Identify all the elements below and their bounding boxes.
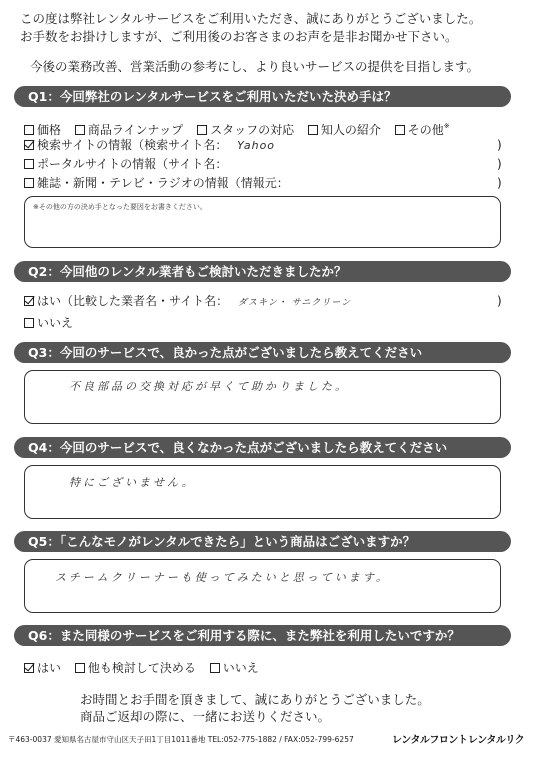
checkbox[interactable] xyxy=(197,125,207,135)
checkbox[interactable] xyxy=(24,125,34,135)
q1-option-search[interactable]: 検索サイトの情報（検索サイト名： Yahoo xyxy=(24,138,275,153)
checkbox[interactable] xyxy=(24,178,34,188)
company-address: 〒463-0037 愛知県名古屋市守山区天子田1丁目1011番地 TEL:052-775-1882 / FAX:052-799-6257 xyxy=(8,735,354,744)
checkbox-checked[interactable] xyxy=(24,140,34,150)
q1-option-lineup[interactable]: 商品ラインナップ xyxy=(75,123,183,137)
q3-answer-box[interactable] xyxy=(24,370,501,424)
q5-answer: スチームクリーナーも使ってみたいと思っています。 xyxy=(55,571,390,584)
q1-option-staff[interactable]: スタッフの対応 xyxy=(197,123,294,137)
paren-close: ) xyxy=(497,176,502,190)
q5-answer-box[interactable] xyxy=(24,559,501,613)
q4-banner: Q4：今回のサービスで、良くなかった点がございましたら教えてください xyxy=(14,437,511,458)
q6-banner: Q6：また同様のサービスをご利用する際に、また弊社を利用したいですか？ xyxy=(14,625,511,646)
q6-option-yes[interactable]: はい xyxy=(24,661,61,675)
q4-answer: 特にございません。 xyxy=(69,476,196,489)
checkbox-checked[interactable] xyxy=(24,296,34,306)
q6-option-no[interactable]: いいえ xyxy=(210,661,259,675)
q1-option-other[interactable]: その他※ xyxy=(395,123,450,137)
q3-banner: Q3：今回のサービスで、良かった点がございましたら教えてください xyxy=(14,342,511,363)
q1-option-price[interactable]: 価格 xyxy=(24,123,61,137)
checkbox[interactable] xyxy=(210,663,220,673)
q1-option-referral[interactable]: 知人の紹介 xyxy=(308,123,381,137)
q6-option-consider[interactable]: 他も検討して決める xyxy=(75,661,196,675)
q1-banner: Q1：今回弊社のレンタルサービスをご利用いただいた決め手は？ xyxy=(14,86,511,107)
paren-close: ) xyxy=(497,294,502,308)
other-asterisk: ※ xyxy=(443,122,450,130)
checkbox[interactable] xyxy=(395,125,405,135)
closing-line-2: 商品ご返却の際に、一緒にお送りください。 xyxy=(80,709,331,724)
intro-line-2: お手数をお掛けしますが、ご利用後のお客さまのお声を是非お聞かせ下さい。 xyxy=(20,29,458,44)
search-site-answer: Yahoo xyxy=(237,139,276,152)
q2-banner: Q2：今回他のレンタル業者もご検討いただきましたか？ xyxy=(14,261,511,282)
q1-options-row xyxy=(24,119,450,138)
q6-options-row xyxy=(24,661,259,676)
q1-option-portal[interactable]: ポータルサイトの情報（サイト名： xyxy=(24,157,227,172)
q1-other-box[interactable] xyxy=(24,196,501,248)
intro-line-3: 今後の業務改善、営業活動の参考にし、より良いサービスの提供を目指します。 xyxy=(30,59,480,74)
logo-rental-front: レンタルフロント xyxy=(392,735,468,746)
checkbox[interactable] xyxy=(24,159,34,169)
q5-banner: Q5：「こんなモノがレンタルできたら」という商品はございますか？ xyxy=(14,531,511,552)
checkbox[interactable] xyxy=(308,125,318,135)
q1-option-media[interactable]: 雑誌・新聞・テレビ・ラジオの情報（情報元： xyxy=(24,176,289,191)
competitor-answer: ダスキン・ サニクリーン xyxy=(238,298,352,308)
q2-option-yes[interactable]: はい（比較した業者名・サイト名： ダスキン・ サニクリーン xyxy=(24,294,351,311)
checkbox[interactable] xyxy=(24,318,34,328)
q3-answer: 不良部品の交換対応が早くて助かりました。 xyxy=(69,380,349,393)
closing-line-1: お時間とお手間を頂きまして、誠にありがとうございました。 xyxy=(80,692,430,707)
q2-option-no[interactable]: いいえ xyxy=(24,316,73,331)
logo-rental-riku: レンタルリク xyxy=(468,735,525,746)
q4-answer-box[interactable] xyxy=(24,465,501,519)
checkbox[interactable] xyxy=(75,125,85,135)
paren-close: ) xyxy=(497,138,502,152)
checkbox-checked[interactable] xyxy=(24,663,34,673)
intro-line-1: この度は弊社レンタルサービスをご利用いただき、誠にありがとうございました。 xyxy=(20,11,482,26)
other-note: ※その他の方の決め手となった要因をお書きください。 xyxy=(33,203,207,211)
paren-close: ) xyxy=(497,157,502,171)
checkbox[interactable] xyxy=(75,663,85,673)
